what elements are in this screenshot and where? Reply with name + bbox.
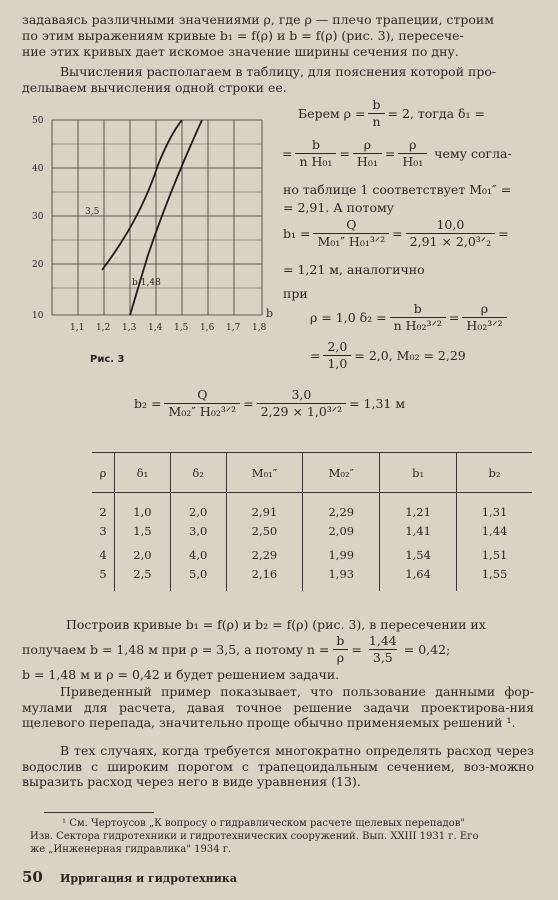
table-cell: 4 [99,548,107,562]
x-tick-1-1: 1,1 [70,323,85,333]
y-tick-10: 10 [32,311,44,321]
fraction-b-nh01 [295,138,336,169]
calc-10-post: = 1,31 м [349,396,406,411]
after-2-pre: получаем b = 1,48 м при ρ = 3,5, а потому n = [22,642,330,657]
frac-den: ρ [333,649,348,665]
fraction-p-h02 [462,302,506,333]
table-cell: 1,31 [457,493,532,520]
table-cell: 2 [99,505,107,519]
table-cell: 2,29 [303,493,380,520]
th-b1: b₁ [380,453,457,493]
x-tick-1-6: 1,6 [200,323,215,333]
footnote-rule [44,812,154,813]
after-2-post: = 0,42; [403,642,451,657]
after-line-1: Построив кривые b₁ = f(ρ) и b₂ = f(ρ) (рис. 3), в пересечении их [66,617,486,632]
table-cell: 2,0 [115,543,171,567]
table-cell: 4,0 [170,543,226,567]
table-cell: 2,09 [303,519,380,543]
frac-num: 10,0 [436,217,465,232]
frac-num: b [372,97,381,112]
intro-line-4: Вычисления располагаем в таблицу, для пояснения которой про- [60,64,497,79]
table-cell: 1,21 [380,493,457,520]
frac-num: 1,44 [368,633,397,648]
label-b-axis: b [266,307,274,320]
table-row [92,567,532,591]
frac-num: b [336,633,345,648]
frac-num: Q [346,217,357,232]
footnote-line-1: ¹ См. Чертоусов „К вопросу о гидравлическом расчете щелевых перепадов" [62,818,465,829]
fraction-10-over [406,218,495,249]
figure-caption: Рис. 3 [90,354,125,365]
page-number: 50 [22,868,43,886]
y-tick-30: 30 [32,212,44,222]
frac-num: ρ [480,301,489,316]
calc-line-5: b₁ = Q M₀₁″ H₀₁³ᐟ² = 10,0 2,91 × 2,0³ᐟ₂ = [283,217,509,249]
frac-num: 3,0 [291,387,312,402]
frac-den: 3,5 [369,649,397,665]
table-cell: 1,44 [457,519,532,543]
frac-den: 1,0 [323,355,351,371]
frac-num: ρ [409,137,417,152]
table-row [92,543,532,567]
frac-den: n [368,113,384,129]
frac-num: ρ [363,137,372,152]
calc-2-post: чему согла- [434,146,512,161]
calc-5-pre: b₁ = [283,226,311,241]
calc-10-pre: b₂ = [134,396,162,411]
table-cell: 5 [99,567,107,581]
th-d1: δ₁ [115,453,171,493]
x-tick-1-7: 1,7 [226,323,241,333]
table-cell: 5,0 [170,567,226,591]
th-m01: M₀₁″ [226,453,303,493]
frac-den: 2,91 × 2,0³ᐟ₂ [406,233,495,249]
table-row [92,493,532,520]
frac-den: n H₀₂³ᐟ² [390,317,446,333]
frac-num: 2,0 [327,339,348,354]
after-line-2: получаем b = 1,48 м при ρ = 3,5, а потому n = $\frac{b}{\rho}$ = $\frac{1,44}{3,5}$ = 0,42; [22,633,451,665]
calc-8-pre: ρ = 1,0 δ₂ = [310,310,387,325]
table-cell: 2,0 [170,493,226,520]
frac-num: Q [197,387,208,402]
frac-den: H₀₁ [353,153,382,169]
fraction-q-m01h01 [313,218,389,249]
label-3-5: 3,5 [85,207,100,217]
frac-den: n H₀₁ [295,153,336,169]
intro-line-1: задаваясь различными значениями ρ, где ρ — плечо трапеции, строим [22,12,494,27]
table-cell: 2,16 [226,567,303,591]
table-cell: 3,0 [170,519,226,543]
fraction-144-over-35 [365,634,401,665]
running-title: Ирригация и гидротехника [60,872,237,885]
table-cell: 1,5 [115,519,171,543]
y-tick-50: 50 [32,116,44,126]
calc-line-10: b₂ = Q M₀₂″ H₀₂³ᐟ² = 3,0 2,29 × 1,0³ᐟ² = 1,31 м [134,387,406,419]
frac-num: b [311,137,320,152]
table-row [92,519,532,543]
table-cell: 2,29 [226,543,303,567]
frac-den: M₀₁″ H₀₁³ᐟ² [313,233,389,249]
frac-den: M₀₂″ H₀₂³ᐟ² [164,403,240,419]
calc-1-pre: Берем ρ = [298,106,366,121]
th-m02: M₀₂″ [303,453,380,493]
fraction-p-h01-b [398,138,427,169]
fraction-2-over-1 [323,340,351,371]
frac-den: H₀₂³ᐟ² [462,317,506,333]
fraction-p-h01 [353,138,382,169]
x-tick-1-4: 1,4 [148,323,163,333]
calc-line-9: = $\frac{2,0}{1,0}$ = 2,0, M₀₂ = 2,29 [310,339,466,371]
label-b-1-48: b/1,48 [132,278,161,288]
fraction-b-nh02 [390,302,446,333]
fraction-b-over-p [332,634,348,665]
intro-line-3: ние этих кривых дает искомое значение ширины сечения по дну. [22,44,459,59]
fraction-q-m02h02 [164,388,240,419]
calc-line-7: при [283,286,308,301]
table-cell: 2,50 [226,519,303,543]
calc-line-1 [298,98,485,129]
th-d2: δ₂ [170,453,226,493]
x-tick-1-3: 1,3 [122,323,137,333]
x-tick-1-2: 1,2 [96,323,111,333]
th-p: ρ [92,453,115,493]
y-tick-20: 20 [32,260,44,270]
intro-line-2: по этим выражениям кривые b₁ = f(ρ) и b = f(ρ) (рис. 3), пересече- [22,28,464,43]
table-cell: 1,99 [303,543,380,567]
frac-den: 2,29 × 1,0³ᐟ² [257,403,346,419]
table-cell: 1,51 [457,543,532,567]
table-cell: 1,55 [457,567,532,591]
calc-line-2: = $\frac{b}{\text{n H₀₁}}$ = $\frac{\rho}{\text{H₀₁}}$ = $\frac{\rho}{\text{H₀₁}}$ чему согла- [282,137,512,169]
paragraph-example: Приведенный пример показывает, что пользование данными фор-мулами для расчета, давая точное решение задачи проектирова-ния щелевого перепада, значительно проще обычно применяемых решений ¹. [22,684,534,730]
calc-line-3: но таблице 1 соответствует M₀₁″ = [283,182,512,197]
frac-num: b [413,301,422,316]
intro-line-5: делываем вычисления одной строки ее. [22,80,287,95]
calculation-table [92,452,532,591]
footnote-line-2: Изв. Сектора гидротехники и гидротехнических сооружений. Вып. XXIII 1931 г. Его [30,831,479,842]
figure-3-graph [30,110,275,340]
paragraph-repeated: В тех случаях, когда требуется многократно определять расход через водослив с широким порогом с трапецоидальным сечением, воз-можно выразить расход через него в виде уравнения (13). [22,743,534,789]
table-cell: 1,0 [115,493,171,520]
calc-line-6: = 1,21 м, аналогично [283,262,425,277]
table-cell: 2,5 [115,567,171,591]
table-cell: 1,54 [380,543,457,567]
x-tick-1-5: 1,5 [174,323,189,333]
calc-1-post: = 2, тогда δ₁ = [387,106,485,121]
th-b2: b₂ [457,453,532,493]
footnote-line-3: же „Инженерная гидравлика" 1934 г. [30,844,232,855]
calc-9-post: = 2,0, M₀₂ = 2,29 [354,348,466,363]
table-cell: 3 [99,524,107,538]
table-cell: 1,64 [380,567,457,591]
y-tick-40: 40 [32,164,44,174]
calc-line-8: ρ = 1,0 δ₂ = b n H₀₂³ᐟ² = ρ H₀₂³ᐟ² [310,302,510,333]
x-tick-1-8: 1,8 [252,323,267,333]
fraction-3-over [257,388,346,419]
table-cell: 1,93 [303,567,380,591]
table-cell: 2,91 [226,493,303,520]
after-line-3: b = 1,48 м и ρ = 0,42 и будет решением задачи. [22,667,340,682]
table-cell: 1,41 [380,519,457,543]
frac-den: H₀₁ [398,153,427,169]
calc-line-4: = 2,91. А потому [283,200,395,215]
fraction-b-over-n [368,98,384,129]
table-header-row [92,453,532,493]
